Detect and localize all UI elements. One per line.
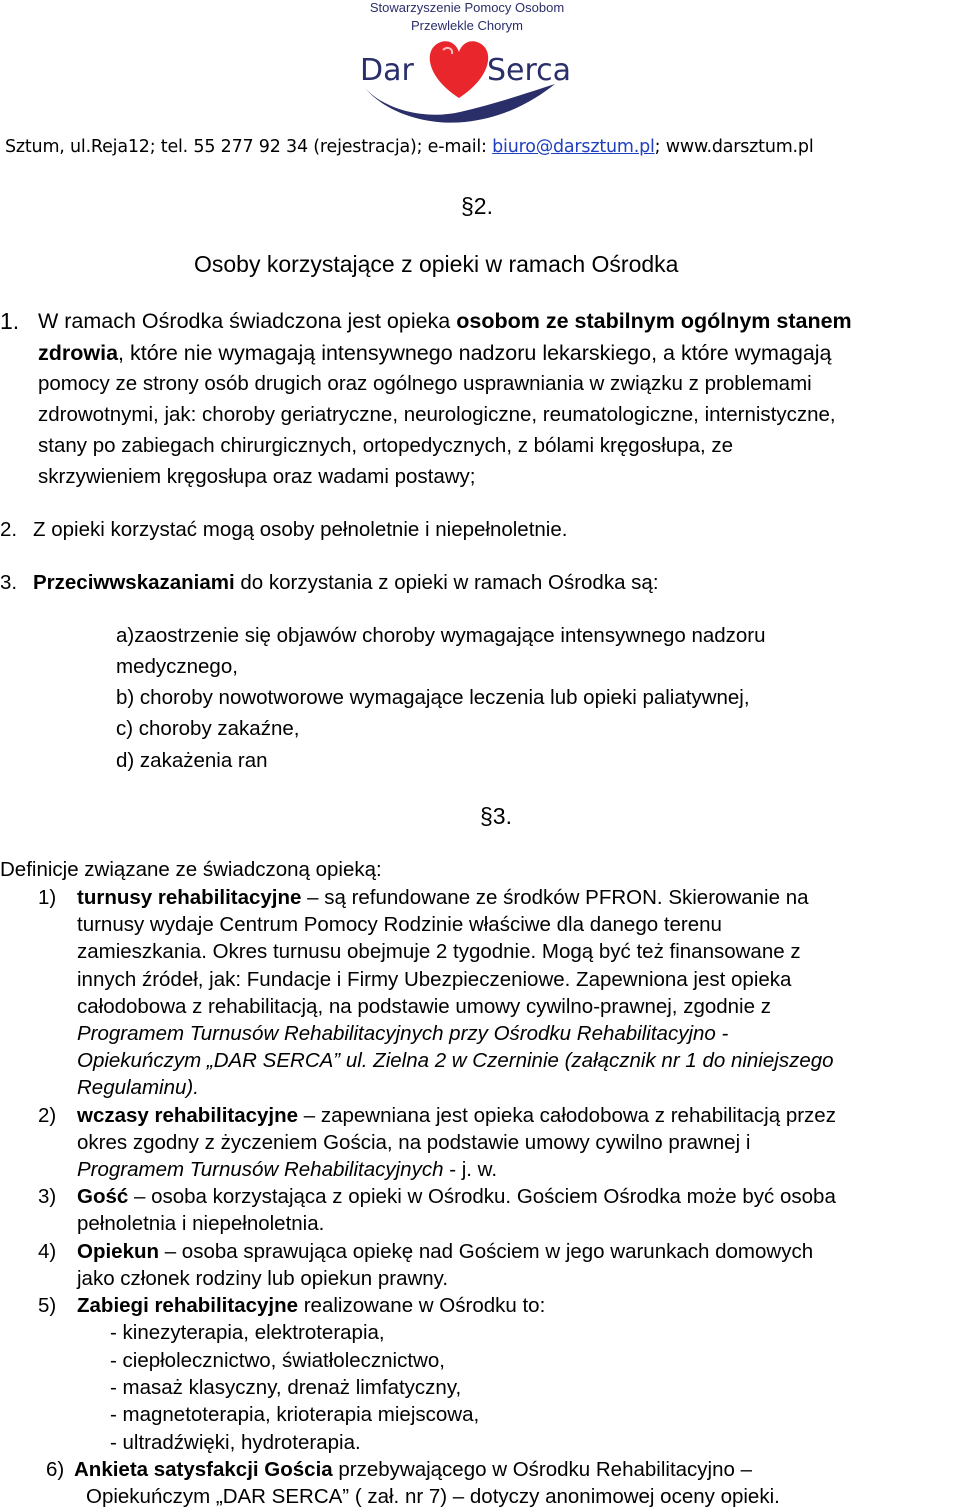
def-number: 3) [38, 1185, 57, 1208]
def4-line2: jako członek rodziny lub opiekun prawny. [77, 1267, 449, 1290]
contra-d: d) zakażenia ran [116, 749, 268, 772]
treatment-item: - masaż klasyczny, drenaż limfatyczny, [110, 1376, 462, 1399]
contact-line [5, 137, 814, 157]
contra-a-line2: medycznego, [116, 655, 238, 678]
item1-line1: W ramach Ośrodka świadczona jest opieka osobom ze stabilnym ogólnym stanem [38, 309, 852, 333]
def1-line6: Programem Turnusów Rehabilitacyjnych przy Ośrodku Rehabilitacyjno - [77, 1022, 729, 1045]
contact-prefix: Sztum, ul.Reja12; tel. 55 277 92 34 (rejestracja); e-mail: [5, 137, 493, 157]
def3-line2: pełnoletnia i niepełnoletnia. [77, 1212, 325, 1235]
logo-serca: Serca [487, 53, 572, 88]
def-number: 1) [38, 886, 57, 909]
def1-line8: Regulaminu). [77, 1076, 199, 1099]
def1-line4: innych źródeł, jak: Fundacje i Firmy Ubezpieczeniowe. Zapewniona jest opieka [77, 968, 792, 991]
def-number: 2) [38, 1104, 57, 1127]
def2-line2: okres zgodny z życzeniem Gościa, na podstawie umowy cywilno prawnej i [77, 1131, 751, 1154]
treatment-item: - kinezyterapia, elektroterapia, [110, 1321, 385, 1344]
def-number: 6) [46, 1458, 65, 1481]
def6-line2: Opiekuńczym „DAR SERCA” ( zał. nr 7) – dotyczy anonimowej oceny opieki. [86, 1485, 780, 1508]
logo-dar: Dar [360, 53, 414, 88]
heart-icon [430, 41, 488, 98]
item1-line4: zdrowotnymi, jak: choroby geriatryczne, neurologiczne, reumatologiczne, internistyczne, [38, 403, 836, 426]
definitions-intro: Definicje związane ze świadczoną opieką: [0, 858, 382, 881]
contra-b: b) choroby nowotworowe wymagające leczenia lub opieki paliatywnej, [116, 686, 750, 709]
logo-text-line1: Stowarzyszenie Pomocy Osobom [369, 0, 565, 15]
treatment-item: - magnetoterapia, krioterapia miejscowa, [110, 1403, 480, 1426]
dar-serca-logo [355, 0, 580, 128]
def3-line1: Gość – osoba korzystająca z opieki w Ośrodku. Gościem Ośrodka może być osoba [77, 1185, 836, 1208]
def5-line1: Zabiegi rehabilitacyjne realizowane w Ośrodku to: [77, 1294, 546, 1317]
treatment-item: - ciepłolecznictwo, światłolecznictwo, [110, 1349, 445, 1372]
def1-line3: zamieszkania. Okres turnusu obejmuje 2 tygodnie. Mogą być też finansowane z [77, 940, 801, 963]
item1-line3: pomocy ze strony osób drugich oraz ogólnego usprawniania w związku z problemami [38, 372, 812, 395]
def-number: 4) [38, 1240, 57, 1263]
email-link[interactable]: biuro@darsztum.pl [492, 137, 655, 157]
section-number-3: §3. [480, 803, 512, 829]
def1-line1: turnusy rehabilitacyjne – są refundowane ze środków PFRON. Skierowanie na [77, 886, 809, 909]
section-title: Osoby korzystające z opieki w ramach Ośrodka [194, 251, 679, 277]
item3-text: Przeciwwskazaniami do korzystania z opieki w ramach Ośrodka są: [33, 571, 659, 594]
def1-line2: turnusy wydaje Centrum Pomocy Rodzinie właściwe dla danego terenu [77, 913, 722, 936]
item1-line5: stany po zabiegach chirurgicznych, ortopedycznych, z bólami kręgosłupa, ze [38, 434, 734, 457]
section-number-2: §2. [461, 193, 493, 219]
item2-text: Z opieki korzystać mogą osoby pełnoletnie i niepełnoletnie. [33, 518, 568, 541]
def1-line7: Opiekuńczym „DAR SERCA” ul. Zielna 2 w Czerninie (załącznik nr 1 do niniejszego [77, 1049, 834, 1072]
def6-line1: Ankieta satysfakcji Gościa przebywającego w Ośrodku Rehabilitacyjno – [74, 1458, 753, 1481]
item1-line2: zdrowia, które nie wymagają intensywnego nadzoru lekarskiego, a które wymagają [38, 341, 832, 365]
def4-line1: Opiekun – osoba sprawująca opiekę nad Gościem w jego warunkach domowych [77, 1240, 814, 1263]
logo-text-line2: Przewlekle Chorym [411, 18, 523, 33]
item-number: 3. [0, 571, 18, 594]
def-number: 5) [38, 1294, 57, 1317]
def2-line1: wczasy rehabilitacyjne – zapewniana jest opieka całodobowa z rehabilitacją przez [77, 1104, 836, 1127]
item-number: 1. [0, 308, 20, 334]
contra-a-line1: a)zaostrzenie się objawów choroby wymagające intensywnego nadzoru [116, 624, 766, 647]
contact-suffix: ; www.darsztum.pl [654, 137, 814, 157]
treatment-item: - ultradźwięki, hydroterapia. [110, 1431, 361, 1454]
def2-line3: Programem Turnusów Rehabilitacyjnych - j. w. [77, 1158, 498, 1181]
contra-c: c) choroby zakaźne, [116, 717, 300, 740]
item1-line6: skrzywieniem kręgosłupa oraz wadami postawy; [38, 465, 476, 488]
def1-line5: całodobowa z rehabilitacją, na podstawie umowy cywilno-prawnej, zgodnie z [77, 995, 771, 1018]
item-number: 2. [0, 518, 18, 541]
